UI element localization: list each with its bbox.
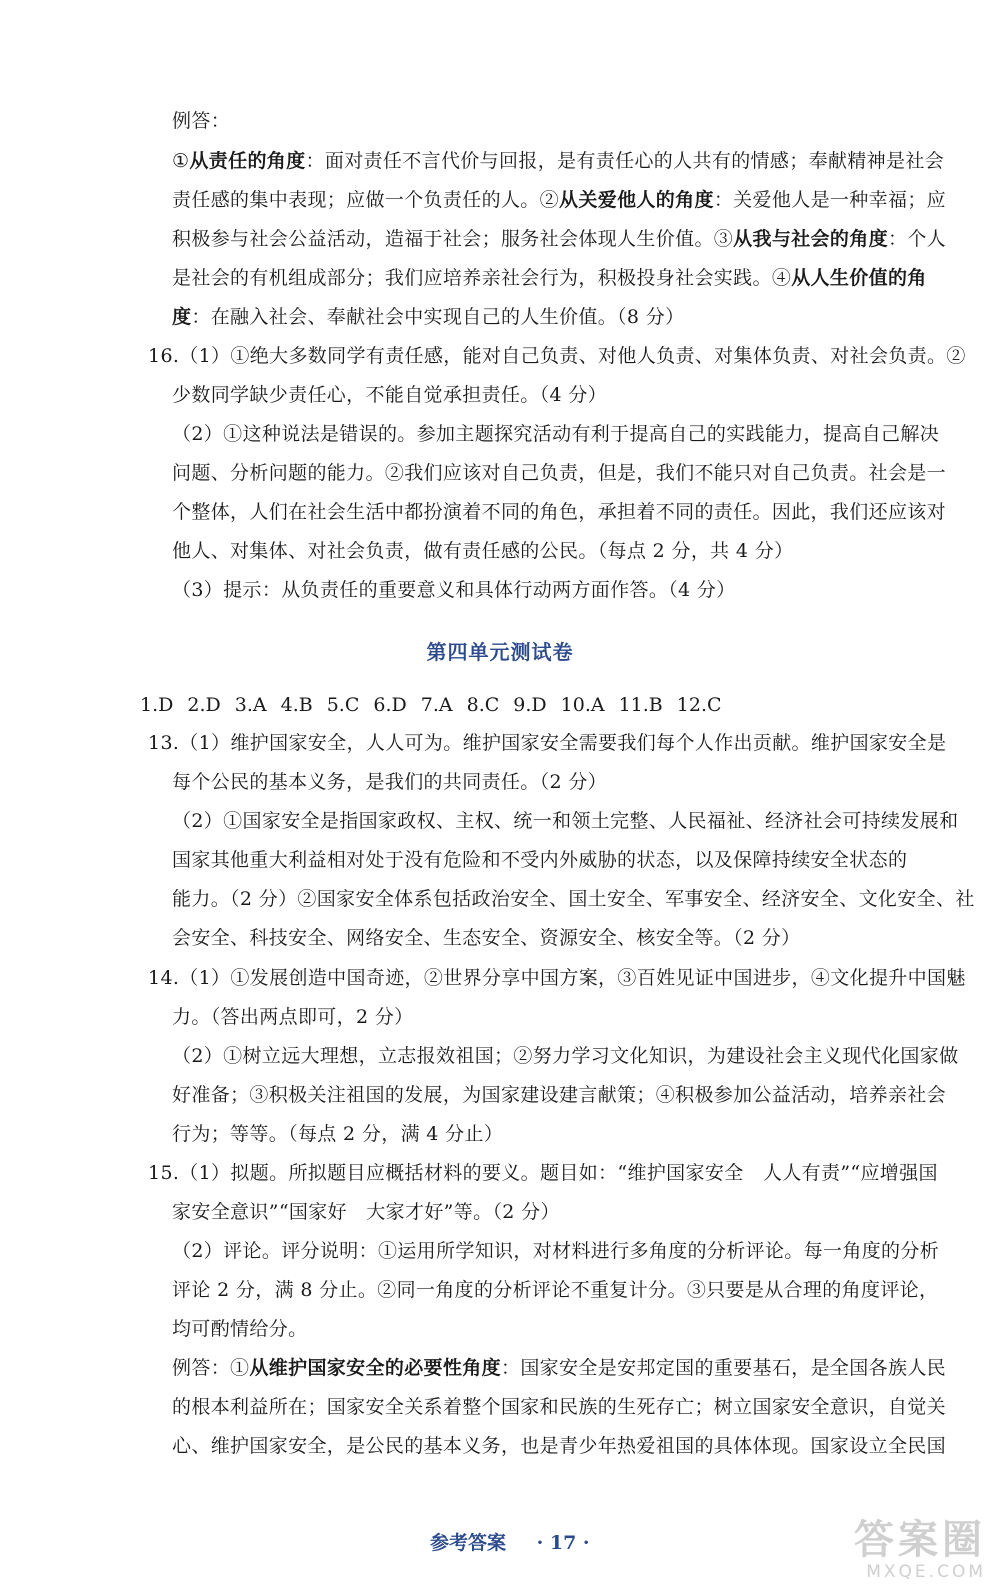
text-line	[172, 538, 793, 564]
choice-answer: 11.B	[618, 694, 663, 716]
text-segment: 责任感的集中表现；应做一个负责任的人。②	[172, 189, 560, 211]
text-line	[172, 187, 946, 213]
text-segment: ：个人	[887, 228, 947, 250]
text-line	[172, 808, 958, 834]
text-line	[172, 1199, 560, 1225]
text-line	[172, 382, 607, 408]
bold-phrase: 度	[172, 306, 192, 328]
text-segment: 积极参与社会公益活动，造福于社会；服务社会体现人生价值。③	[172, 228, 734, 250]
text-segment: 他人、对集体、对社会负责，做有责任感的公民。（每点 2 分，共 4 分）	[172, 540, 794, 562]
text-line	[148, 965, 966, 991]
text-line	[148, 730, 946, 756]
text-line	[172, 226, 946, 252]
watermark-url: MXQE.COM	[866, 1562, 986, 1582]
choice-answer: 10.A	[560, 694, 605, 716]
text-segment: 16.（1）①绝大多数同学有责任感，能对自己负责、对他人负责、对集体负责、对社会负责。②	[148, 345, 966, 367]
text-segment: 例答：	[172, 110, 231, 132]
choice-answer: 3.A	[234, 694, 267, 716]
text-line	[172, 148, 944, 174]
choice-answer: 6.D	[373, 694, 407, 716]
text-line	[172, 1433, 946, 1459]
text-segment: ：在融入社会、奉献社会中实现自己的人生价值。（8 分）	[191, 306, 685, 328]
text-segment: （2）①这种说法是错误的。参加主题探究活动有利于提高自己的实践能力，提高自己解决	[172, 423, 940, 445]
page-footer	[430, 1528, 590, 1555]
text-line	[172, 460, 946, 486]
section-title: 第四单元测试卷	[426, 640, 574, 664]
text-segment: 14.（1）①发展创造中国奇迹，②世界分享中国方案，③百姓见证中国进步，④文化提升中国魅	[148, 967, 966, 989]
text-line	[172, 1316, 307, 1342]
text-line	[172, 1277, 938, 1303]
text-segment: 问题、分析问题的能力。②我们应该对自己负责，但是，我们不能只对自己负责。社会是一	[172, 462, 947, 484]
text-segment: 评论 2 分，满 8 分止。②同一角度的分析评论不重复计分。③只要是从合理的角度评论，	[172, 1279, 939, 1301]
bold-phrase: 从责任的角度	[189, 150, 306, 172]
text-segment: 家安全意识”“国家好 大家才好”等。（2 分）	[172, 1201, 560, 1223]
text-segment: 15.（1）拟题。所拟题目应概括材料的要义。题目如：“维护国家安全 人人有责”“应增强国	[148, 1162, 938, 1184]
text-line	[172, 1238, 939, 1264]
text-segment: ①	[172, 150, 190, 172]
text-line	[148, 1160, 938, 1186]
watermark-text: 答案圈	[854, 1517, 986, 1563]
choice-answer: 7.A	[420, 694, 453, 716]
text-line	[172, 499, 946, 525]
page-number: · 17 ·	[536, 1532, 590, 1554]
text-segment: ：关爱他人是一种幸福；应	[713, 189, 947, 211]
text-line	[172, 1043, 958, 1069]
text-line	[172, 421, 939, 447]
text-segment: ：面对责任不言代价与回报，是有责任心的人共有的情感；奉献精神是社会	[305, 150, 945, 172]
text-line	[148, 343, 966, 369]
text-segment: 力。（答出两点即可，2 分）	[172, 1006, 414, 1028]
bold-phrase: 从我与社会的角度	[733, 228, 888, 250]
footer-label: 参考答案	[430, 1532, 507, 1554]
text-line	[172, 1004, 414, 1030]
multiple-choice-answers	[140, 692, 840, 718]
choice-answer: 5.C	[326, 694, 360, 716]
watermark-logo	[796, 1518, 986, 1584]
text-segment: （2）评论。评分说明：①运用所学知识，对材料进行多角度的分析评论。每一角度的分析	[172, 1240, 940, 1262]
text-segment: 会安全、科技安全、网络安全、生态安全、资源安全、核安全等。（2 分）	[172, 927, 801, 949]
text-segment: 均可酌情给分。	[172, 1318, 308, 1340]
choice-answer: 8.C	[466, 694, 500, 716]
text-segment: 少数同学缺少责任心，不能自觉承担责任。（4 分）	[172, 384, 608, 406]
text-line	[172, 925, 801, 951]
bold-phrase: 从维护国家安全的必要性角度	[249, 1357, 501, 1379]
text-segment: 例答：①	[172, 1357, 250, 1379]
text-line	[172, 847, 907, 873]
text-segment: 好准备；③积极关注祖国的发展，为国家建设建言献策；④积极参加公益活动，培养亲社会	[172, 1084, 947, 1106]
choice-answer: 12.C	[676, 694, 722, 716]
text-segment: 每个公民的基本义务，是我们的共同责任。（2 分）	[172, 771, 608, 793]
text-line	[172, 1394, 946, 1420]
text-segment: （2）①国家安全是指国家政权、主权、统一和领土完整、人民福祉、经济社会可持续发展和	[172, 810, 959, 832]
text-segment: 个整体，人们在社会生活中都扮演着不同的角色，承担着不同的责任。因此，我们还应该对	[172, 501, 947, 523]
text-line	[172, 769, 607, 795]
text-line	[172, 265, 927, 291]
text-segment: ：国家安全是安邦定国的重要基石，是全国各族人民	[500, 1357, 947, 1379]
text-line	[172, 1355, 946, 1381]
text-segment: （2）①树立远大理想，立志报效祖国；②努力学习文化知识，为建设社会主义现代化国家做	[172, 1045, 959, 1067]
text-segment: 行为；等等。（每点 2 分，满 4 分止）	[172, 1123, 504, 1145]
text-segment: 的根本利益所在；国家安全关系着整个国家和民族的生死存亡；树立国家安全意识，自觉关	[172, 1396, 947, 1418]
text-segment: 13.（1）维护国家安全，人人可为。维护国家安全需要我们每个人作出贡献。维护国家安全是	[148, 732, 947, 754]
text-segment: （3）提示：从负责任的重要意义和具体行动两方面作答。（4 分）	[172, 579, 736, 601]
choice-answer: 1.D	[140, 694, 174, 716]
choice-answer: 2.D	[187, 694, 221, 716]
text-line	[172, 304, 684, 330]
text-line	[172, 108, 230, 134]
text-line	[172, 1121, 503, 1147]
text-line	[172, 1082, 946, 1108]
text-segment: 能力。（2 分）②国家安全体系包括政治安全、国土安全、军事安全、经济安全、文化安全、社	[172, 888, 975, 910]
bold-phrase: 从人生价值的角	[791, 267, 927, 289]
bold-phrase: 从关爱他人的角度	[559, 189, 714, 211]
text-segment: 国家其他重大利益相对处于没有危险和不受内外威胁的状态，以及保障持续安全状态的	[172, 849, 908, 871]
text-line	[172, 886, 975, 912]
text-line	[172, 577, 736, 603]
text-segment: 心、维护国家安全，是公民的基本义务，也是青少年热爱祖国的具体体现。国家设立全民国	[172, 1435, 947, 1457]
choice-answer: 4.B	[280, 694, 313, 716]
choice-answer: 9.D	[513, 694, 547, 716]
text-segment: 是社会的有机组成部分；我们应培养亲社会行为，积极投身社会实践。④	[172, 267, 792, 289]
